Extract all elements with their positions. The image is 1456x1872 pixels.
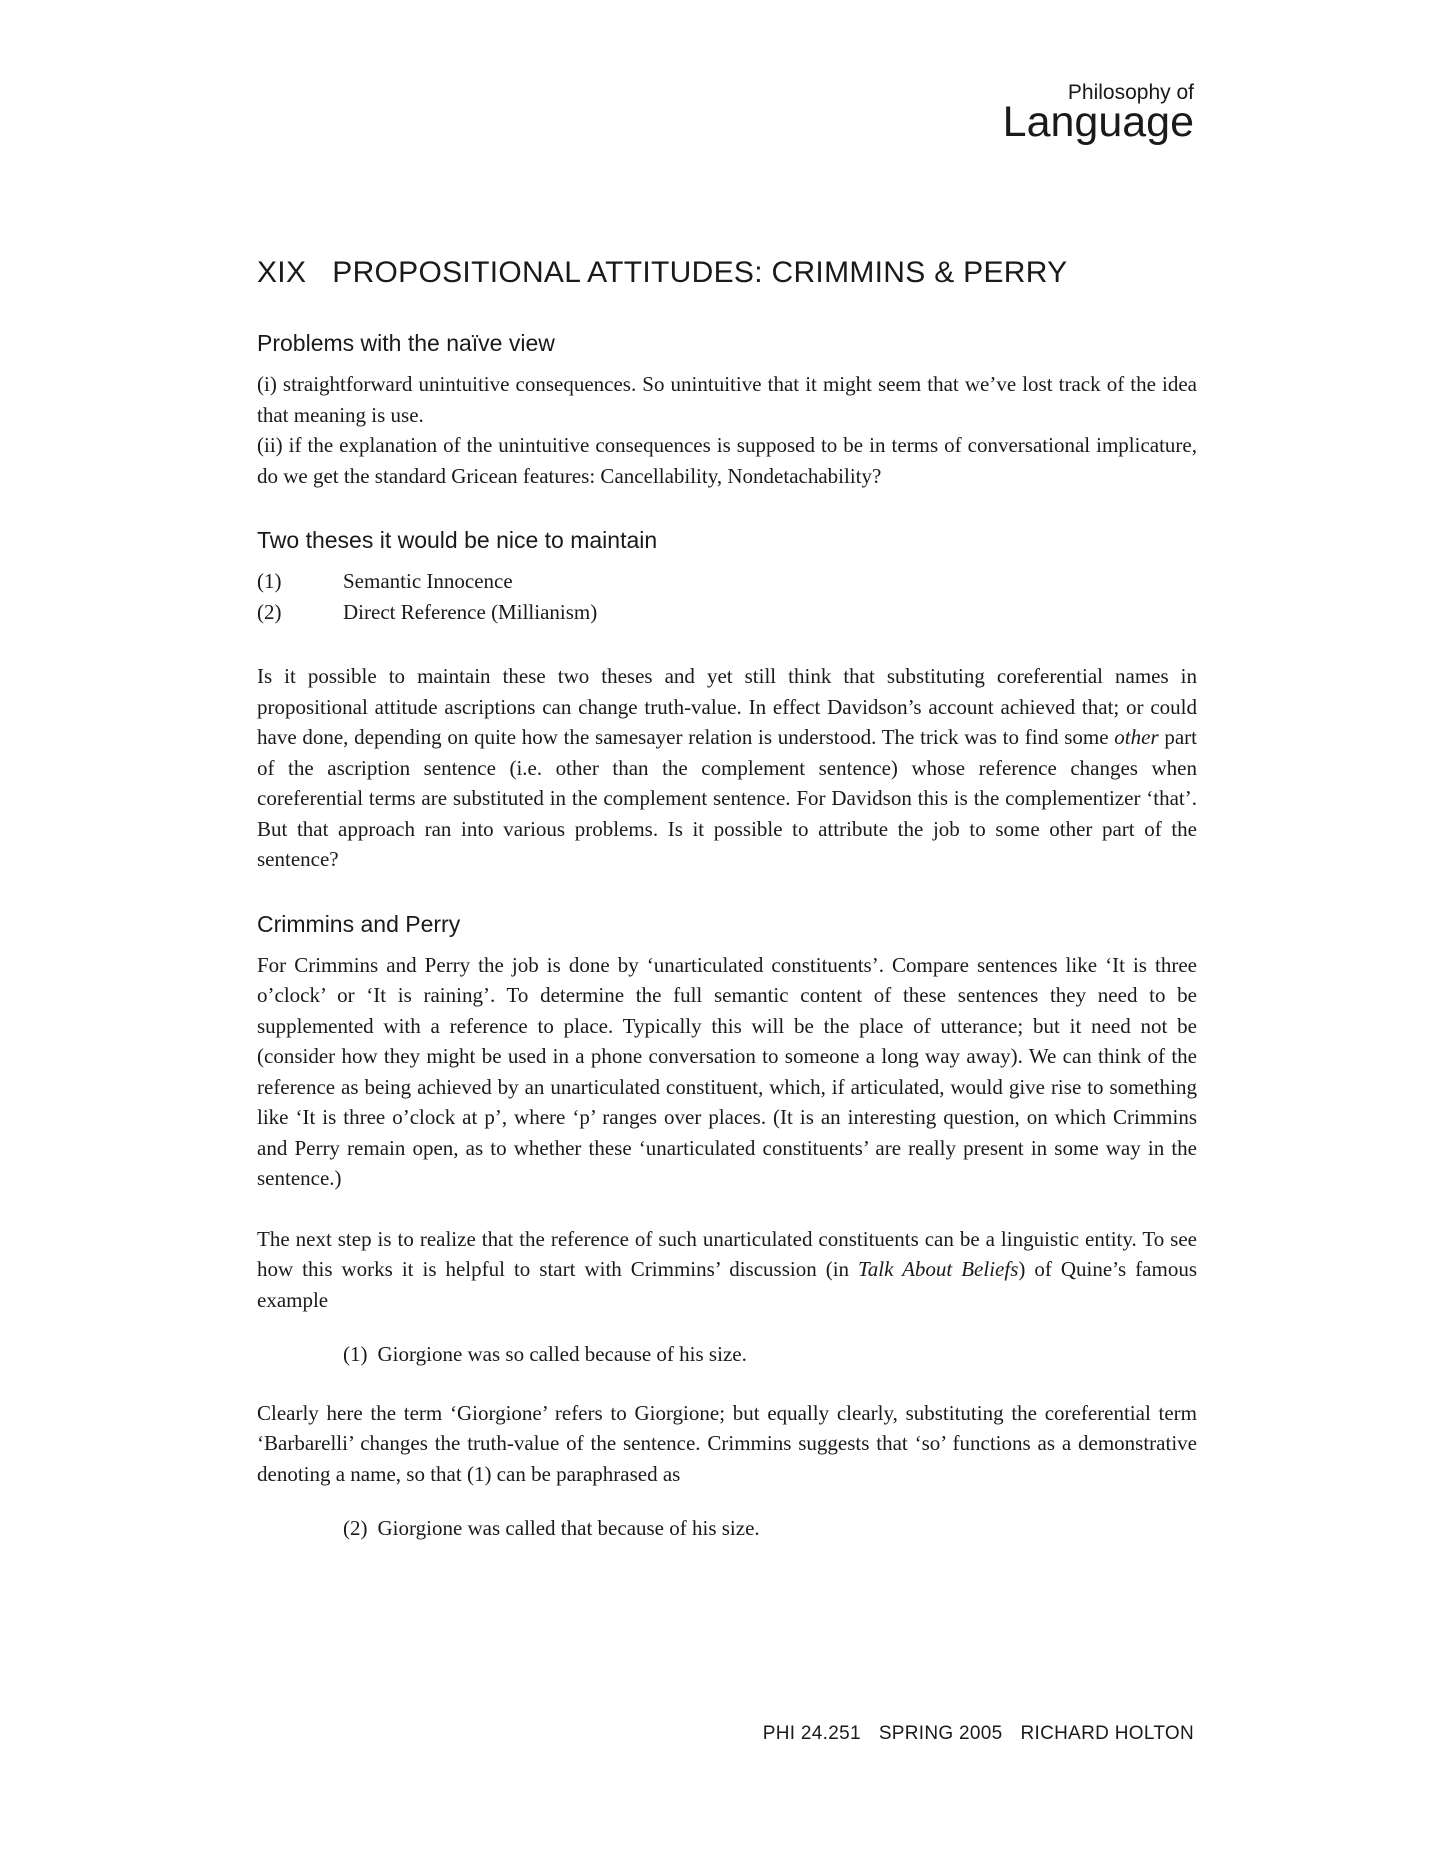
section-two-theses (257, 527, 1197, 875)
list-number: (1) (257, 569, 282, 593)
example-sentence (343, 1339, 1197, 1370)
text-run: ) of Quine’s famous example (257, 1257, 1197, 1312)
example-sentence (343, 1513, 1197, 1544)
section-heading: Problems with the naïve view (257, 330, 555, 356)
text-run: part of the ascription sentence (i.e. other than the complement sentence) whose reference changes when coreferential terms are substituted in the complement sentence. For Davidson this is the complementizer ‘that’. But that approach ran into various problems. Is it possible to attribute the job to some other part of the sentence? (257, 725, 1197, 871)
page-footer (763, 1723, 1194, 1745)
list-number: (2) (257, 599, 282, 624)
text-run: The next step is to realize that the reference of such unarticulated constituents can be a linguistic entity. To see how this works it is helpful to start with Crimmins’ discussion (in (257, 1226, 1197, 1281)
chapter-number: XIX (257, 256, 307, 289)
emphasis: other (1114, 725, 1159, 749)
section-heading: Two theses it would be nice to maintain (257, 527, 658, 553)
course-code: PHI 24.251 (762, 1723, 861, 1744)
paragraph: (ii) if the explanation of the unintuitive consequences is supposed to be in terms of conversational implicature, do we get the standard Gricean features: Cancellability, Nondetachability? (257, 433, 1197, 488)
section-naive-view (257, 330, 1197, 491)
list-text: Semantic Innocence (343, 569, 513, 593)
author: RICHARD HOLTON (1020, 1723, 1194, 1744)
example-number: (1) (343, 1342, 368, 1366)
paragraph: (i) straightforward unintuitive consequences. So unintuitive that it might seem that we’ve lost track of the idea that meaning is use. (257, 372, 1197, 427)
example-text: Giorgione was called that because of his size. (377, 1516, 760, 1540)
book-title: Talk About Beliefs (858, 1257, 1019, 1281)
example-number: (2) (343, 1516, 368, 1540)
brand-title: Language (1002, 98, 1194, 146)
section-heading: Crimmins and Perry (257, 910, 461, 937)
chapter-title: PROPOSITIONAL ATTITUDES: CRIMMINS & PERRY (332, 256, 1068, 289)
course-brand (1003, 82, 1194, 144)
list-text: Direct Reference (Millianism) (343, 599, 598, 624)
paragraph (257, 661, 1197, 875)
theses-list (257, 566, 1197, 627)
brand-subtitle: Philosophy of (1067, 81, 1194, 104)
list-item (257, 566, 1197, 597)
text-run: Is it possible to maintain these two theses and yet still think that substituting coreferential names in propositional attitude ascriptions can change truth-value. In effect Davidson’s account achieved that; or could have done, depending on quite how the samesayer relation is understood. The trick was to find some (257, 664, 1197, 749)
term: SPRING 2005 (878, 1723, 1003, 1744)
paragraph: For Crimmins and Perry the job is done by ‘unarticulated constituents’. Compare sentences like ‘It is three o’clock’ or ‘It is raining’. To determine the full semantic content of these sentences they need to be supplemented with a reference to place. Typically this will be the place of utterance; but it need not be (consider how they might be used in a phone conversation to someone a long way away). We can think of the reference as being achieved by an unarticulated constituent, which, if articulated, would give rise to something like ‘It is three o’clock at p’, where ‘p’ ranges over places. (It is an interesting question, on which Crimmins and Perry remain open, as to whether these ‘unarticulated constituents’ are really present in some way in the sentence.) (257, 952, 1197, 1190)
list-item (257, 597, 1197, 628)
example-text: Giorgione was so called because of his size. (377, 1342, 747, 1366)
paragraph: Clearly here the term ‘Giorgione’ refers to Giorgione; but equally clearly, substituting the coreferential term ‘Barbarelli’ changes the truth-value of the sentence. Crimmins suggests that ‘so’ functions as a demonstrative denoting a name, so that (1) can be paraphrased as (257, 1400, 1197, 1486)
page-title (257, 256, 1197, 290)
section-crimmins-perry (257, 911, 1197, 1544)
paragraph (257, 1224, 1197, 1316)
document-body (257, 256, 1197, 1572)
